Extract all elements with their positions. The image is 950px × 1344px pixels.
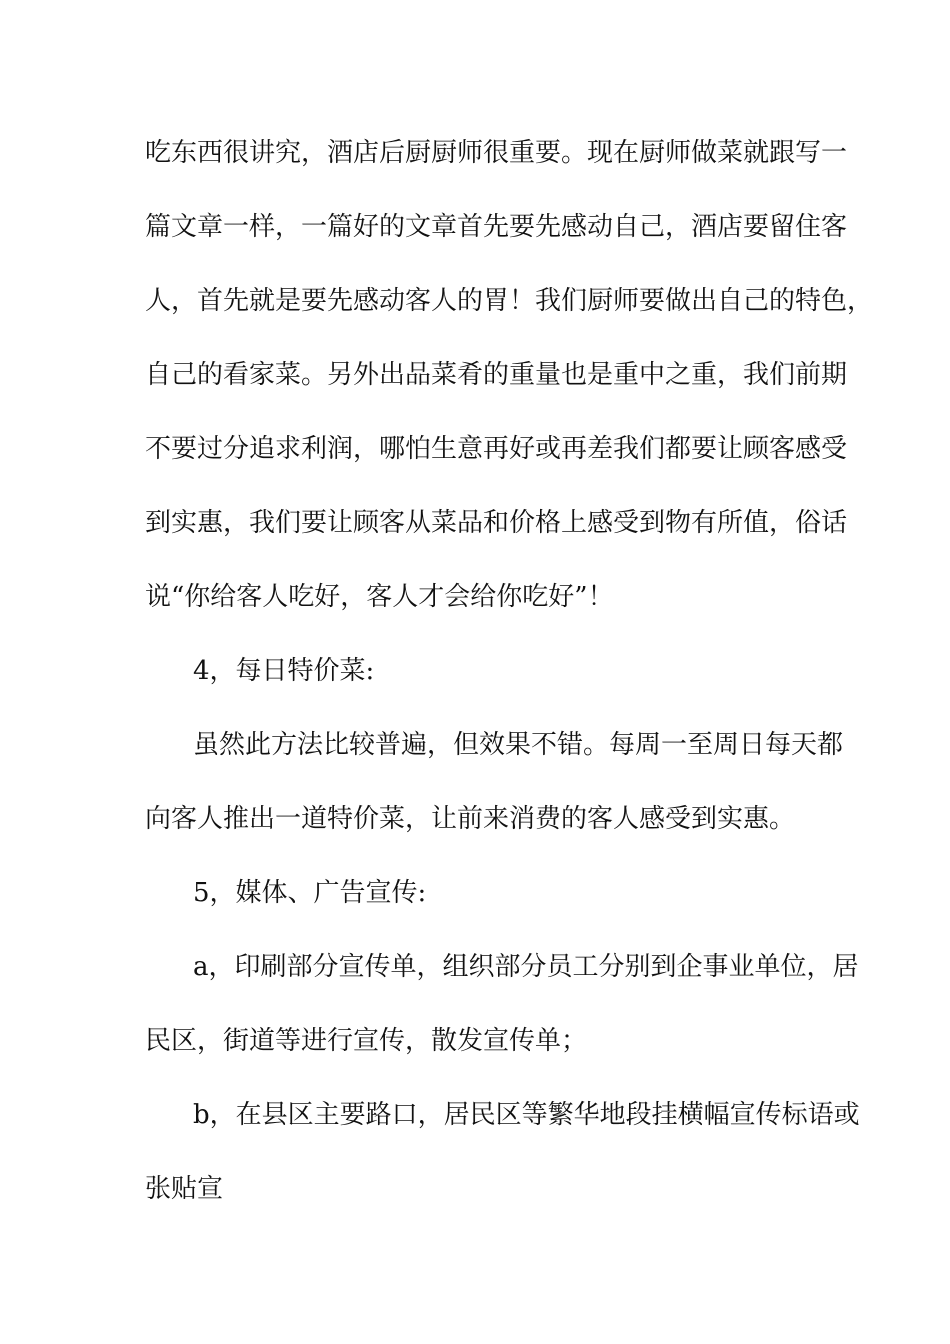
text-line: 人，首先就是要先感动客人的胃！我们厨师要做出自己的特色， [145, 286, 874, 316]
section-heading: 5，媒体、广告宣传: [193, 878, 427, 908]
text-line: 吃东西很讲究，酒店后厨厨师很重要。现在厨师做菜就跟写一 [145, 138, 848, 168]
text-line: b，在县区主要路口，居民区等繁华地段挂横幅宣传标语或 [193, 1100, 860, 1130]
text-line: a，印刷部分宣传单，组织部分员工分别到企事业单位，居 [193, 952, 859, 982]
text-line: 篇文章一样，一篇好的文章首先要先感动自己，酒店要留住客 [145, 212, 848, 242]
text-line: 向客人推出一道特价菜，让前来消费的客人感受到实惠。 [145, 804, 796, 834]
text-line: 虽然此方法比较普遍，但效果不错。每周一至周日每天都 [193, 730, 844, 760]
text-line: 民区，街道等进行宣传，散发宣传单； [145, 1026, 588, 1056]
text-line: 到实惠，我们要让顾客从菜品和价格上感受到物有所值，俗话 [145, 508, 848, 538]
section-heading: 4，每日特价菜: [193, 656, 375, 686]
text-line: 自己的看家菜。另外出品菜肴的重量也是重中之重，我们前期 [145, 360, 848, 390]
text-line: 说“你给客人吃好，客人才会给你吃好”！ [145, 582, 614, 612]
text-line: 不要过分追求利润，哪怕生意再好或再差我们都要让顾客感受 [145, 434, 848, 464]
text-line: 张贴宣 [145, 1174, 224, 1204]
